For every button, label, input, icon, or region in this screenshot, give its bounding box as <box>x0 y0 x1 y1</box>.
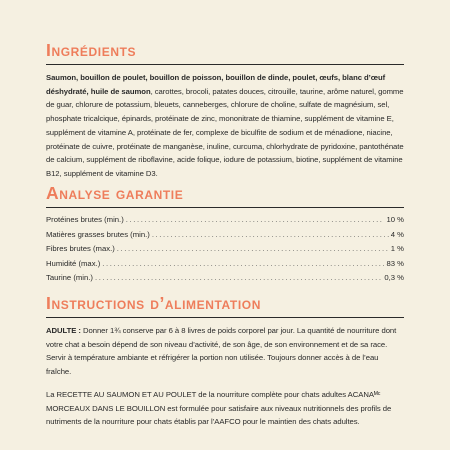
dot-leader <box>117 242 389 257</box>
ingredients-rest-text: , carottes, brocoli, patates douces, citrouille, taurine, arôme naturel, gomme de guar, chlorure de potassium, bleuets, canneberges, chlorure de choline, sulfate de magnésium, sel, phosphate tricalcique, épinards, protéinate de zinc, mononitrate de thiamine, supplément de vitamine E, supplément de vitamine A, protéinate de fer, complexe de biculfite de sodium et de ménadione, niacine, protéinate de cuivre, protéinate de manganèse, inuline, curcuma, chlorhydrate de pyridoxine, pantothénate de calcium, supplément de riboflavine, acide folique, iodure de potassium, biotine, supplément de vitamine B12, supplément de vitamine D3. <box>46 86 404 178</box>
analysis-value: 83 % <box>386 258 404 268</box>
feeding-divider <box>46 317 404 318</box>
adult-text: Donner 1¾ conserve par 6 à 8 livres de poids corporel par jour. La quantité de nourriture dont votre chat a besoin dépend de son niveau d’activité, de son âge, de son environnement et de sa race. Servir à température ambiante et réfrigérer la portion non utilisée. Toujours donner accès à de l’eau fraîche. <box>46 326 397 377</box>
analysis-value: 10 % <box>386 215 404 224</box>
dot-leader <box>152 228 389 243</box>
analysis-row-moisture <box>46 257 404 272</box>
analysis-row-fat <box>46 228 404 243</box>
ingredients-heading: Ingrédients <box>46 40 137 60</box>
analysis-value: 4 % <box>390 229 404 239</box>
ingredients-divider <box>46 64 404 65</box>
analysis-label: Fibres brutes (max.) <box>46 244 115 253</box>
ingredients-list <box>46 71 404 181</box>
ingredients-section <box>46 40 404 181</box>
feeding-adult-paragraph <box>46 324 404 379</box>
analysis-table <box>46 213 404 286</box>
aafco-statement: La RECETTE AU SAUMON ET AU POULET de la nourriture complète pour chats adultes ACANAᴹᶜ MORCEAUX DANS LE BOUILLON est formulée pour satisfaire aux niveaux nutritionnels des profils de nutriments de la nourriture pour chats établis par l’AAFCO pour le maintien des chats adultes. <box>46 389 392 427</box>
analysis-label: Humidité (max.) <box>46 258 101 268</box>
adult-label: ADULTE : <box>46 326 81 335</box>
analysis-label: Protéines brutes (min.) <box>46 215 124 224</box>
analysis-row-fiber <box>46 242 404 257</box>
dot-leader <box>95 271 382 286</box>
analysis-label: Taurine (min.) <box>46 273 93 282</box>
feeding-heading: Instructions d’alimentation <box>46 293 261 313</box>
analysis-row-taurine <box>46 271 404 286</box>
analysis-divider <box>46 207 404 208</box>
analysis-value: 0,3 % <box>384 273 404 282</box>
analysis-row-protein <box>46 213 404 228</box>
feeding-section <box>46 293 404 429</box>
analysis-section <box>46 183 404 286</box>
analysis-label: Matières grasses brutes (min.) <box>46 229 150 239</box>
dot-leader <box>126 213 385 228</box>
analysis-heading: Analyse garantie <box>46 183 184 203</box>
dot-leader <box>102 257 384 272</box>
analysis-value: 1 % <box>390 244 404 253</box>
ingredients-bold-text: Saumon, bouillon de poulet, bouillon de poisson, bouillon de dinde, poulet, œufs, blanc d’œuf déshydraté, huile de saumon <box>46 73 386 96</box>
